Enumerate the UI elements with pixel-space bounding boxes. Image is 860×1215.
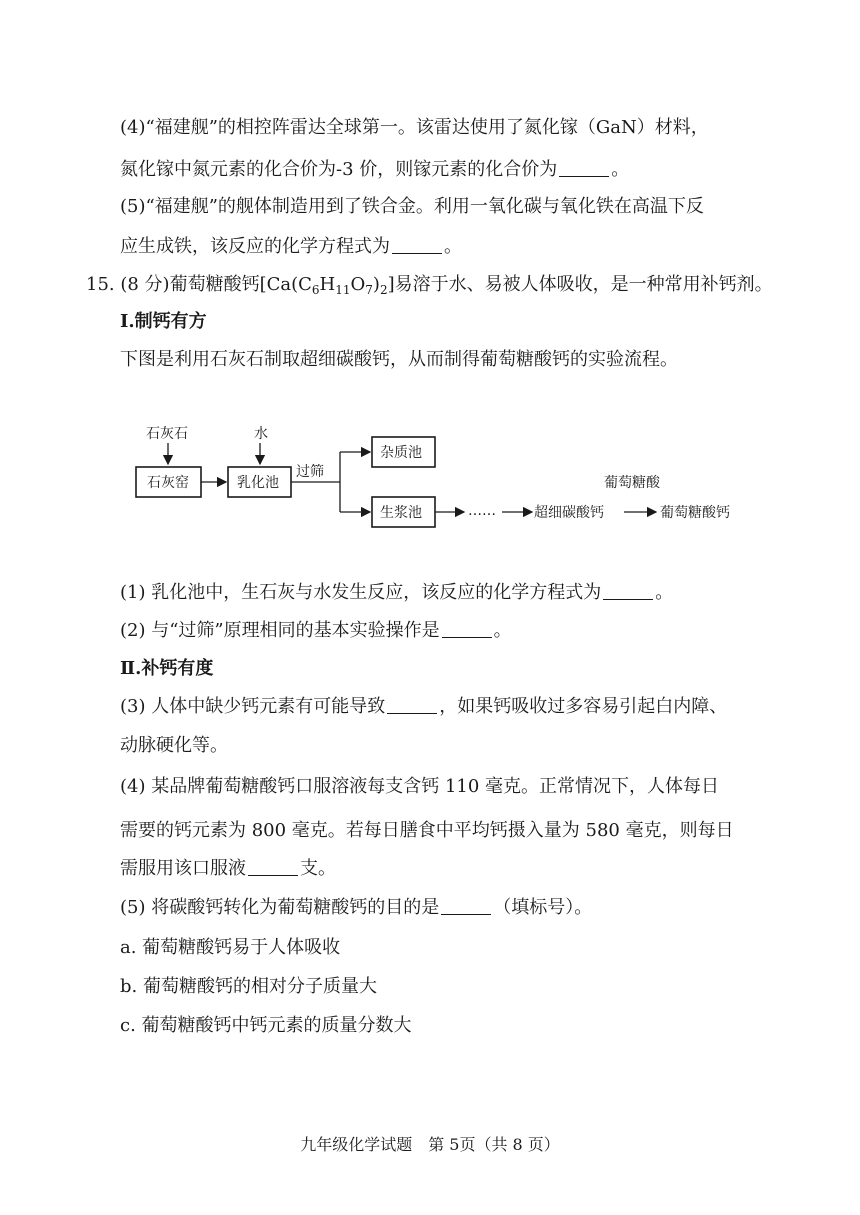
q15-part4-line3-end: 支。 [300,858,336,879]
formula-subscript: 6 [311,283,320,297]
q15-part1-end: 。 [655,582,674,603]
q15-part5-end: （填标号）。 [493,897,593,918]
q15-part4-line1: (4) 某品牌葡萄糖酸钙口服溶液每支含钙 110 毫克。正常情况下，人体每日 [120,776,720,797]
formula-paren: ) [372,274,380,295]
flow-label-gluconic-acid: 葡萄糖酸 [604,475,660,491]
flow-label-limestone: 石灰石 [146,426,188,442]
answer-blank [559,158,609,177]
flow-node-slaking-pool: 乳化池 [237,475,279,491]
q15-part3-text-end: ，如果钙吸收过多容易引起白内障、 [439,696,728,717]
page-footer: 九年级化学试题 第 5页（共 8 页） [300,1135,560,1154]
q15-part4-line3 [120,856,336,882]
q14-part5-line2 [120,234,462,260]
formula-element: O [350,274,366,295]
q15-stem-end: ]易溶于水、易被人体吸收，是一种常用补钙剂。 [387,274,773,295]
q14-part4-line2 [120,157,629,183]
q15-part3-line1 [120,694,727,720]
flow-label-sieve: 过筛 [296,464,324,480]
flow-node-slurry-pool: 生浆池 [380,505,422,521]
q15-part1-text: (1) 乳化池中，生石灰与水发生反应，该反应的化学方程式为 [120,582,602,603]
option-b: b. 葡萄糖酸钙的相对分子质量大 [120,976,377,997]
q15-part5-text: (5) 将碳酸钙转化为葡萄糖酸钙的目的是 [120,897,440,918]
q14-part5-line1: (5)“福建舰”的舰体制造用到了铁合金。利用一氧化碳与氧化铁在高温下反 [120,196,704,217]
q14-part4-line2-end: 。 [611,159,630,180]
flow-node-impurity-pool: 杂质池 [380,445,422,461]
process-flow-diagram [130,412,770,532]
formula-subscript: 11 [335,283,351,297]
flow-node-calcium-gluconate: 葡萄糖酸钙 [660,505,730,521]
option-a: a. 葡萄糖酸钙易于人体吸收 [120,937,341,958]
formula-element: H [319,274,336,295]
q15-part2 [120,618,512,644]
q15-part2-text: (2) 与“过筛”原理相同的基本实验操作是 [120,620,440,641]
q15-part5 [120,895,592,921]
q15-part3-text: (3) 人体中缺少钙元素有可能导致 [120,696,386,717]
q15-part2-end: 。 [493,620,512,641]
flow-ellipsis: …… [468,503,496,519]
q15-stem-start: 15. (8 分)葡萄糖酸钙[Ca(C [86,274,312,295]
answer-blank [441,896,491,915]
answer-blank [248,857,298,876]
flow-node-kiln: 石灰窑 [147,475,189,491]
option-c: c. 葡萄糖酸钙中钙元素的质量分数大 [120,1015,412,1036]
answer-blank [387,695,437,714]
answer-blank [442,619,492,638]
formula-subscript: 2 [379,283,388,297]
flow-intro: 下图是利用石灰石制取超细碳酸钙，从而制得葡萄糖酸钙的实验流程。 [120,349,678,370]
q15-part4-line3-text: 需服用该口服液 [120,858,246,879]
flow-label-water: 水 [254,426,268,442]
formula-subscript: 7 [365,283,373,297]
answer-blank [392,235,442,254]
flow-node-ultrafine-caco3: 超细碳酸钙 [534,505,604,521]
q14-part4-line1: (4)“福建舰”的相控阵雷达全球第一。该雷达使用了氮化镓（GaN）材料， [120,117,709,138]
q14-part4-line2-text: 氮化镓中氮元素的化合价为-3 价，则镓元素的化合价为 [120,159,558,180]
q14-part5-line2-text: 应生成铁，该反应的化学方程式为 [120,236,390,257]
q15-part1 [120,580,673,606]
answer-blank [603,581,653,600]
q15-part4-line2: 需要的钙元素为 800 毫克。若每日膳食中平均钙摄入量为 580 毫克，则每日 [120,820,734,841]
section-heading-2: Ⅱ.补钙有度 [120,658,214,679]
q15-stem [86,272,773,298]
q14-part5-line2-end: 。 [444,236,462,257]
q15-part3-line2: 动脉硬化等。 [120,735,228,756]
section-heading-1: Ⅰ.制钙有方 [120,311,207,332]
